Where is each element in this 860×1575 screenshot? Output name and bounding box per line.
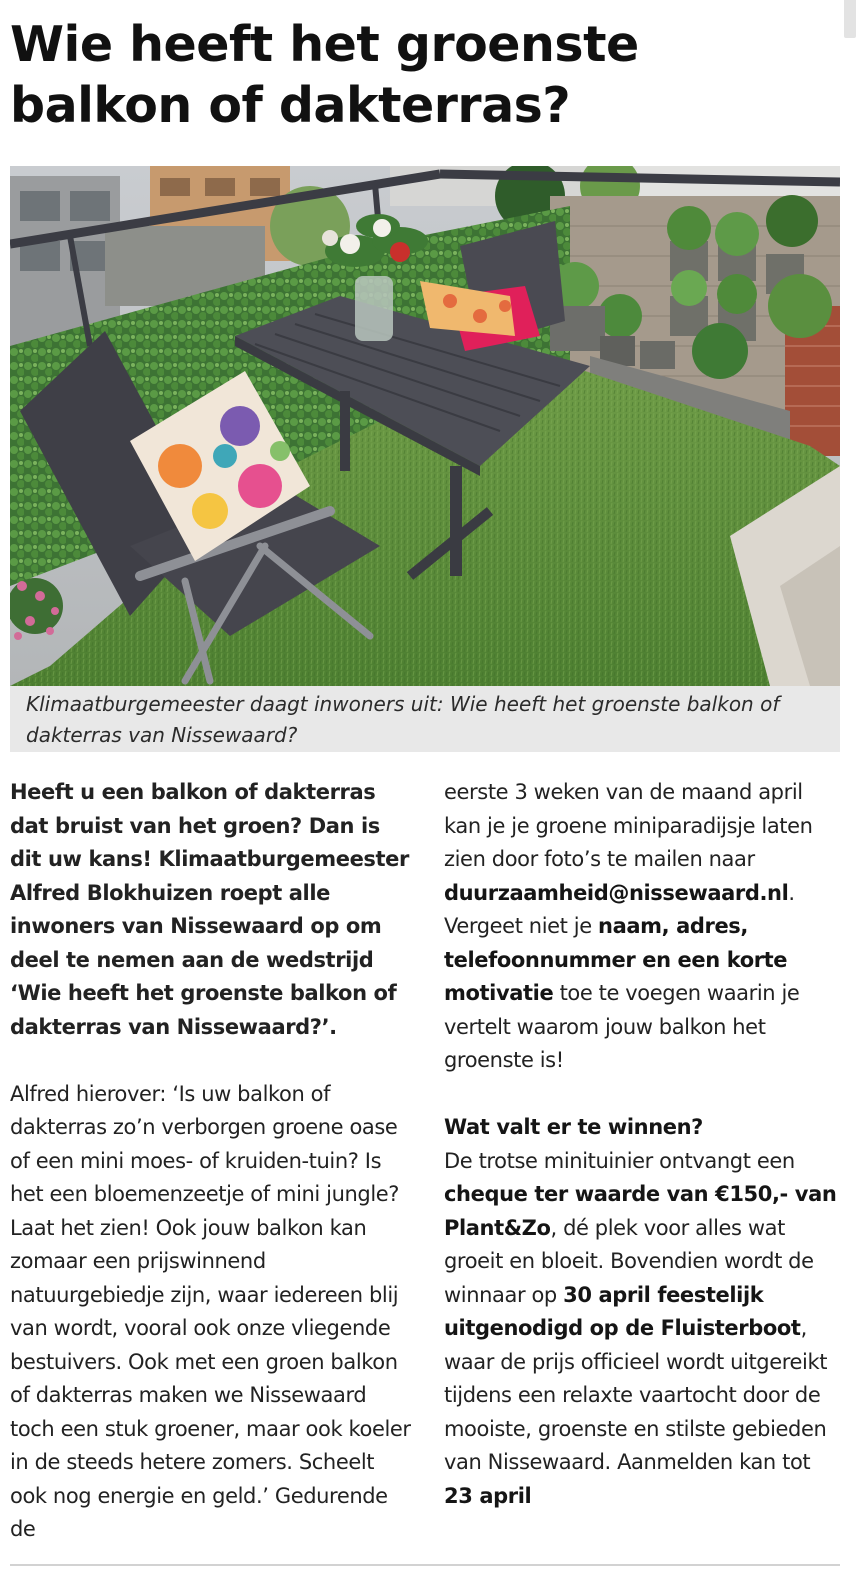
email-address-link[interactable]: duurzaamheid@nissewaard.nl (444, 880, 789, 905)
article-photo (10, 166, 840, 686)
entry-text-1: eerste 3 weken van de maand april kan je je groene miniparadijsje laten zien door foto’s te mailen naar (444, 780, 813, 871)
entry-text-2: . Vergeet niet je (444, 880, 795, 938)
article-column-right (444, 776, 844, 1513)
balcony-photo-icon (10, 166, 840, 686)
prize-heading: Wat valt er te winnen? (444, 1115, 703, 1139)
article-intro: Heeft u een balkon of dakterras dat bruist van het groen? Dan is dit uw kans! Klimaatburgemeester Alfred Blokhuizen roept alle inwoners van Nissewaard op om deel te nemen aan de wedstrijd ‘Wie heeft het groenste balkon of dakterras van Nissewaard?’. (10, 780, 409, 1039)
prize-text-3: , waar de prijs officieel wordt uitgereikt tijdens een relaxte vaartocht door de mooiste, groenste en stilste gebieden van Nissewaard. Aanmelden kan tot (444, 1316, 828, 1474)
prize-cheque: cheque ter waarde van €150,- van Plant&Zo (444, 1182, 837, 1240)
prize-text-1: De trotse minituinier ontvangt een (444, 1148, 795, 1173)
entry-text-3: toe te voegen waarin je vertelt waarom jouw balkon het groenste is! (444, 981, 800, 1072)
prize-event: 30 april feestelijk uitgenodigd op de Fluisterboot (444, 1282, 801, 1340)
article-entry-paragraph (444, 776, 844, 1078)
bottom-divider (10, 1564, 840, 1566)
prize-text-2: , dé plek voor alles wat groeit en bloeit. Bovendien wordt de winnaar op (444, 1215, 814, 1307)
article-quote: Alfred hierover: ‘Is uw balkon of dakterras zo’n verborgen groene oase of een mini moes- of kruiden-tuin? Is het een bloemenzeetje of mini jungle? Laat het zien! Ook jouw balkon kan zomaar een prijswinnend natuurgebiedje zijn, waar iedereen blij van wordt, vooral ook onze vliegende bestuivers. Ook met een groen balkon of dakterras maken we Nissewaard toch een stuk groener, maar ook koeler in de steeds hetere zomers. Scheelt ook nog energie en geld.’ Gedurende de (10, 1081, 411, 1541)
prize-paragraph (444, 1145, 844, 1514)
photo-caption: Klimaatburgemeester daagt inwoners uit: Wie heeft het groenste balkon of dakterras van Nissewaard? (10, 686, 840, 752)
article-column-left (10, 776, 415, 1547)
article-headline: Wie heeft het groenste balkon of dakterras? (10, 16, 639, 134)
required-fields: naam, adres, telefoonnummer en een korte motivatie (444, 914, 788, 1005)
scrollbar-thumb[interactable] (844, 0, 856, 38)
deadline-date: 23 april (444, 1483, 532, 1508)
